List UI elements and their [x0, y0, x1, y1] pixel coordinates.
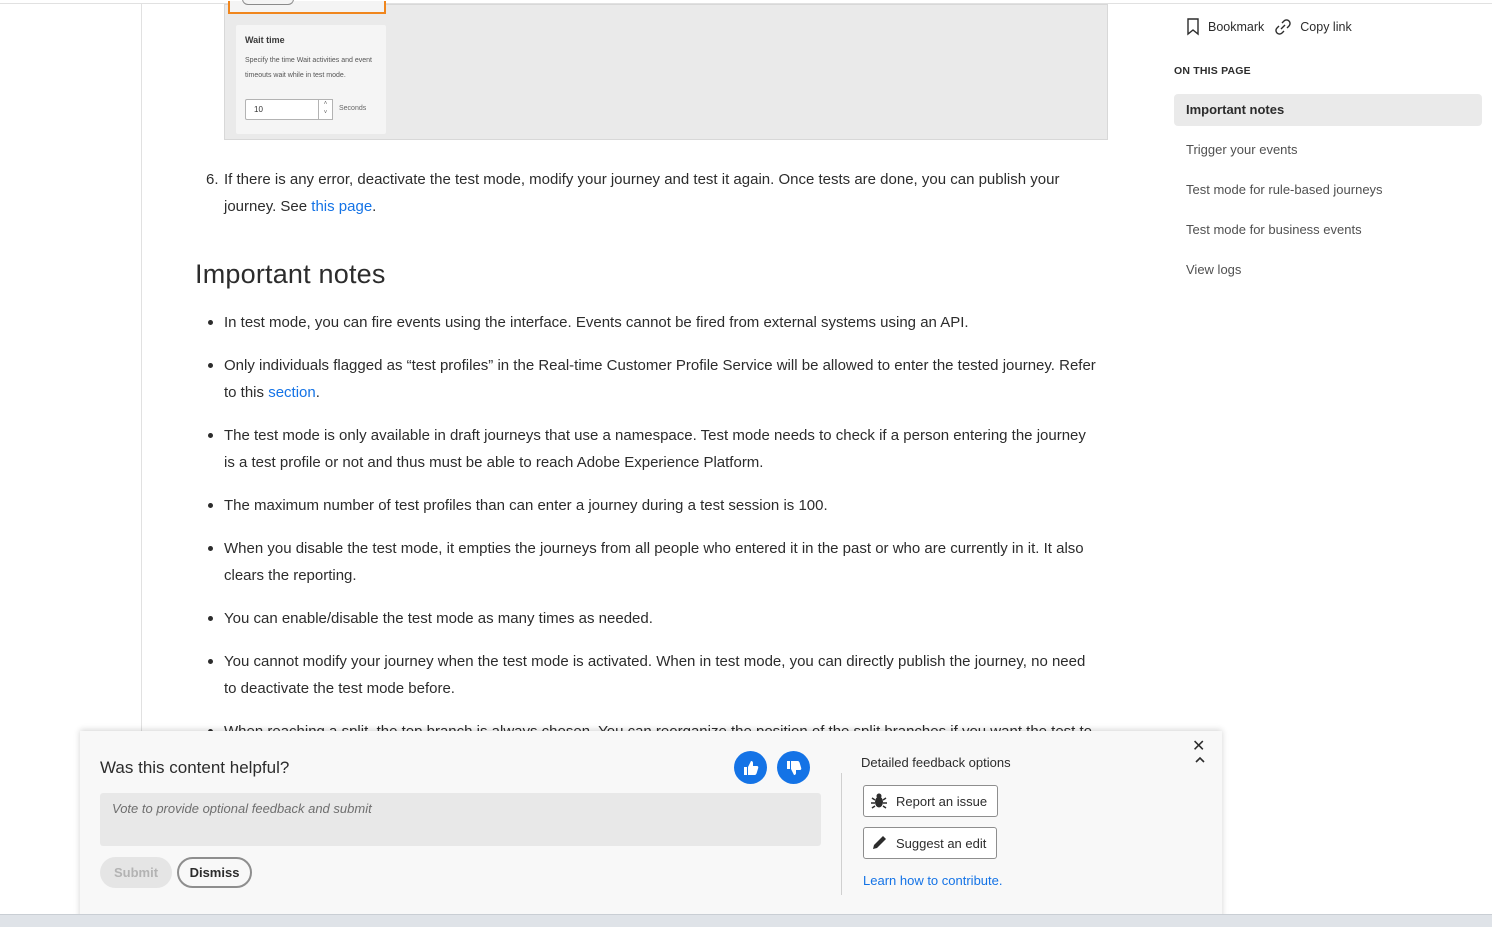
toc-item-business-events[interactable]: Test mode for business events [1186, 222, 1362, 237]
panel-divider [841, 773, 842, 895]
toc-item-view-logs[interactable]: View logs [1186, 262, 1242, 277]
step-6-period: . [372, 198, 377, 215]
bookmark-label: Bookmark [1208, 20, 1265, 34]
list-item: You cannot modify your journey when the test mode is activated. When in test mode, you can directly publish the journey, no need to deactivate the test mode before. [206, 648, 1096, 702]
section-link[interactable]: section [268, 384, 316, 401]
feedback-question: Was this content helpful? [100, 758, 290, 777]
step-6-text: If there is any error, deactivate the test mode, modify your journey and test it again. Once tests are done, you can publish your journey. See [224, 171, 1060, 215]
list-item [206, 352, 1096, 406]
dismiss-button[interactable]: Dismiss [177, 857, 252, 888]
bookmark-icon [1186, 18, 1200, 36]
link-icon [1274, 18, 1292, 36]
screenshot-card-desc: Specify the time Wait activities and event timeouts wait while in test mode. [245, 57, 372, 79]
toc-item-rule-based[interactable]: Test mode for rule-based journeys [1186, 182, 1383, 197]
report-issue-label: Report an issue [896, 793, 988, 809]
left-rule [141, 4, 142, 737]
article-actions [1186, 18, 1362, 36]
screenshot-toggle [242, 0, 294, 5]
feedback-panel [80, 731, 1222, 927]
note-text: Only individuals flagged as “test profiles” in the Real-time Customer Profile Service will be allowed to enter the tested journey. Refer to this [224, 357, 1096, 401]
bookmark-button[interactable] [1186, 18, 1264, 36]
chevron-up-icon[interactable] [1193, 755, 1207, 765]
thumbs-up-button[interactable] [734, 751, 767, 784]
screenshot-wait-time-card [236, 25, 386, 134]
toc-item-important-notes[interactable]: Important notes [1174, 94, 1482, 126]
list-item: The test mode is only available in draft journeys that use a namespace. Test mode needs to check if a person entering the journey is a test profile or not and thus must be able to reach Adobe Experience Platform. [206, 422, 1096, 476]
submit-button[interactable]: Submit [100, 857, 172, 888]
learn-contribute-link[interactable]: Learn how to contribute. [863, 873, 1003, 888]
list-item: In test mode, you can fire events using the interface. Events cannot be fired from external systems using an API. [206, 309, 1096, 336]
table-of-contents [1174, 94, 1482, 294]
bug-icon [870, 792, 888, 810]
list-item: When you disable the test mode, it empties the journeys from all people who entered it in the past or who are currently in it. It also clears the reporting. [206, 535, 1096, 589]
thumbs-down-button[interactable] [777, 751, 810, 784]
report-issue-button[interactable] [863, 785, 998, 817]
browser-bottom-bar [0, 914, 1492, 927]
notes-list [206, 309, 1096, 761]
toc-title: ON THIS PAGE [1174, 65, 1251, 77]
embedded-screenshot [224, 4, 1108, 140]
copy-link-label: Copy link [1300, 20, 1352, 34]
list-item: The maximum number of test profiles than can enter a journey during a test session is 100. [206, 492, 1096, 519]
copy-link-button[interactable] [1274, 18, 1351, 36]
screenshot-card-title: Wait time [245, 35, 285, 45]
suggest-edit-label: Suggest an edit [896, 835, 987, 851]
screenshot-number-field: 10 [245, 99, 321, 120]
close-icon[interactable]: ✕ [1192, 738, 1206, 755]
step-number: 6. [206, 171, 219, 188]
pencil-icon [870, 834, 888, 852]
screenshot-unit-label: Seconds [339, 105, 367, 112]
screenshot-highlight-box [228, 1, 386, 14]
toc-item-trigger-events[interactable]: Trigger your events [1186, 142, 1298, 157]
this-page-link[interactable]: this page [311, 198, 373, 215]
note-period: . [315, 384, 320, 401]
feedback-textarea[interactable]: Vote to provide optional feedback and submit [100, 793, 821, 846]
screenshot-stepper-icon: ˄ ˅ [318, 99, 333, 120]
list-item: You can enable/disable the test mode as many times as needed. [206, 605, 1096, 632]
section-heading: Important notes [195, 259, 386, 289]
thumbs-up-icon [743, 760, 759, 776]
suggest-edit-button[interactable] [863, 827, 997, 859]
step-6 [206, 166, 1106, 220]
thumbs-down-icon [786, 760, 802, 776]
detailed-feedback-title: Detailed feedback options [861, 755, 1011, 770]
